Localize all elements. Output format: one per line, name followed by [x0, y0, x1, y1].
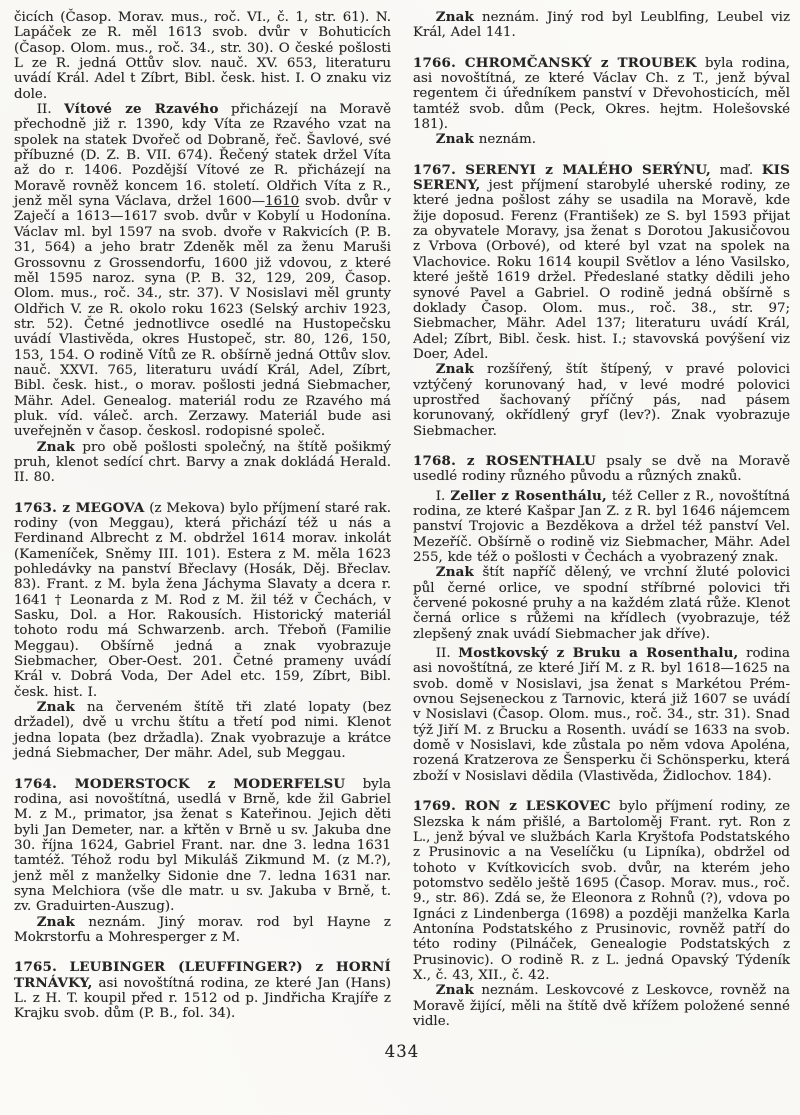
- zeller-z-rosenthalu-paragraph: I. Zeller z Rosenthálu, též Celler z R., novoštítná rodina, ze které Kašpar Jan Z. z R. byl 1646 nájemcem panství Trojovic a Bezděkova a držel též panství Vel. Mezeříč. Obšírně o rodině viz Siebmacher, Mähr. Adel 255, kde též o pošlosti v Čechách a vyobrazený znak.: [413, 487, 790, 565]
- left-column: [14, 10, 391, 1029]
- znak-serenyi-paragraph: Znak rozšířený, štít štípený, v pravé polovici vztýčený korunovaný had, v levé modré polovici uprostřed šachovaný příčný pás, nad pásem korunovaný, okřídlený gryf (lev?). Znak vyobrazuje Siebmacher.: [413, 361, 790, 439]
- entry-1768-rosenthalu: 1768. z ROSENTHALU psaly se dvě na Moravě usedlé rodiny různého původu a různých znaků.: [413, 452, 790, 485]
- znak-chromcansky-paragraph: Znak neznám.: [435, 131, 536, 148]
- entry-1764-moderstock: 1764. MODERSTOCK z MODERFELSU byla rodina, asi novoštítná, usedlá v Brně, kde žil Gabriel M. z M., primator, jsa ženat s Kateřinou. Jejich děti byli Jan Demeter, nar. a křtěn v Brně u sv. Jakuba dne 30. října 1624, Gabriel Frant. nar. dne 3. ledna 1631 tamtéž. Téhož rodu byl Mikuláš Zikmund M. (z M.?), jenž měl z manželky Sidonie dne 7. ledna 1631 nar. syna Melchiora (vše dle matr. u sv. Jakuba v Brně, t. zv. Graduirten-Auszug).: [14, 775, 391, 915]
- znak-ron-paragraph: Znak neznám. Leskovcové z Leskovce, rovněž na Moravě žijící, měli na štítě dvě křížem položené senné vidle.: [413, 982, 790, 1029]
- znak-megova-paragraph: Znak na červeném štítě tři zlaté lopaty (bez držadel), dvě u vrchu štítu a třetí pod nimi. Klenot jedna lopata (bez držadla). Znak vyobrazuje a krátce jedná Siebmacher, Der mähr. Adel, sub Meggau.: [14, 699, 391, 762]
- right-column: [413, 10, 790, 1029]
- entry-1766-chromcansky: 1766. CHROMČANSKÝ z TROUBEK byla rodina, asi novoštítná, ze které Václav Ch. z T., jenž býval regentem či úředníkem panství v Dřevohosticích, měl tamtéž svob. dům (Peck, Okres. hejtm. Holešovské 181).: [413, 54, 790, 133]
- vitove-ze-rzaveho-paragraph: II. Vítové ze Rzavého přicházejí na Moravě přechodně již r. 1390, kdy Víta ze Rzavého vzat na spolek na statek Dvořeč od Dobraně, řeč. Šavlové, své příbuzné (D. Z. B. VII. 674). Řečený statek držel Víta až do r. 1406. Pozdější Vítové ze R. přicházejí na Moravě rovněž koncem 16. století. Oldřich Víta z R., jenž měl syna Václava, držel 1600—1610 svob. dvůr v Zaječí a 1613—1617 svob. dvůr v Kobylí u Hodonína. Václav ml. byl 1597 na svob. dvoře v Rakvicích (P. B. 31, 564) a jeho bratr Zdeněk měl za ženu Maruši Grossovnu z Grossendorfu, 1600 již vdovou, z které měl 1595 naroz. syna (P. B. 32, 129, 209, Časop. Olom. mus., roč. 34., str. 37). V Nosislavi měl grunty Oldřich V. ze R. okolo roku 1623 (Selský archiv 1923, str. 52). Četné jednotlivce osedlé na Hustopečsku uvádí Vlastivěda, okres Hustopeč, str. 80, 126, 150, 153, 154. O rodině Vítů ze R. obšírně jedná Ottův slov. nauč. XXVI. 765, literaturu uvádí Král, Adel, Zíbrt, Bibl. česk. hist., o morav. pošlosti jedná Siebmacher, Mähr. Adel. Genealog. materiál rodu ze Rzavého má pluk. víd. váleč. arch. Zerzawy. Materiál bude asi uveřejněn v časop. českosl. rodopisné společ.: [14, 101, 392, 440]
- continuation-paragraph: čicích (Časop. Morav. mus., roč. VI., č. 1, str. 61). N. Lapáček ze R. měl 1613 svob. dvůr v Bohuticích (Časop. Olom. mus., roč. 34., str. 30). O české pošlosti L ze R. jedná Ottův slov. nauč. XV. 653, literaturu uvádí Král. Adel t Zíbrt, Bibl. česk. hist. I. O znaku viz dole.: [14, 10, 391, 102]
- znak-vitove-paragraph: Znak pro obě pošlosti společný, na štítě pošikmý pruh, klenot sedící chrt. Barvy a znak dokládá Herald. II. 80.: [14, 438, 391, 486]
- entry-1765-leubinger: 1765. LEUBINGER (LEUFFINGER?) z HORNÍ TRNÁVKY, asi novoštítná rodina, ze které Jan (Hans) L. z H. T. koupil před r. 1512 od p. Jindřicha Krajíře z Krajku svob. dům (P. B., fol. 34).: [14, 959, 391, 1022]
- two-column-text-block: [14, 10, 790, 1029]
- entry-1769-ron: 1769. RON z LESKOVEC bylo příjmení rodiny, ze Slezska k nám přišlé, a Bartoloměj Frant. ryt. Ron z L., jenž býval ve službách Karla Kryštofa Podstatského z Prusinovic a na Veselíčku (u Lipníka), obdržel od tohoto v Kvítkovicích svob. dvůr, na kterém jeho potomstvo sedělo ještě 1695 (Časop. Morav. mus., roč. 9., str. 86). Zdá se, že Eleonora z Rohnů (?), vdova po Ignáci z Lindenberga (1698) a později manželka Karla Antonína Podstatského z Prusinovic, rovněž patří do této rodiny (Pilnáček, Genealogie Podstatských z Prusinovic). O rodině R. z L. jedná Opavský Týdeník X., č. 43, XII., č. 42.: [413, 798, 790, 983]
- znak-continuation-paragraph: Znak neznám. Jiný rod byl Leublfing, Leubel viz Král, Adel 141.: [413, 9, 790, 41]
- page-number: 434: [384, 1042, 420, 1062]
- znak-zeller-paragraph: Znak štít napříč dělený, ve vrchní žluté polovici půl černé orlice, ve spodní stříbrné polovici tři červené pokosné pruhy a na každém zlatá růže. Klenot černá orlice s růžemi na křídlech (vyobrazuje, též zlepšený znak uvádí Siebmacher jak dříve).: [413, 564, 790, 642]
- entry-1763-megova: 1763. z MEGOVA (z Mekova) bylo příjmení staré rak. rodiny (von Meggau), která přichází též u nás a Ferdinand Albrecht z M. obdržel 1614 morav. inkolát (Kameníček, Sněmy III. 101). Estera z M. měla 1623 pohledávky na panství Břeclavy (Hosák, Děj. Břeclav. 83). Frant. z M. byla žena Jáchyma Slavaty a dcera r. 1641 † Leonarda z M. Rod z M. žil též v Čechách, v Sasku, Dol. a Hor. Rakousích. Historický materiál tohoto rodu má Schwarzenb. arch. Třeboň (Familie Meggau). Obšírně jedná a znak vyobrazuje Siebmacher, Ober-Oest. 201. Četné prameny uvádí Král v. Dobrá Voda, Der Adel etc. 159, Zíbrt, Bibl. česk. hist. I.: [14, 499, 391, 700]
- znak-moderstock-paragraph: Znak neznám. Jiný morav. rod byl Hayne z Mokrstorfu a Mohresperger z M.: [14, 913, 391, 945]
- entry-1767-serenyi: 1767. SERENYI z MALÉHO SERÝNU, maď. KIS SERENY, jest příjmení starobylé uherské rodiny, ze které jedna pošlost záhy se usadila na Moravě, kde žije doposud. Ferenz (František) ze S. byl 1593 přijat za obyvatele Moravy, jsa ženat s Dorotou Jakusičovou z Vrbova (Orbové), od které byl vzat na spolek na Vlachovice. Roku 1614 koupil Světlov a léno Vasilsko, které ještě 1619 držel. Předeslané statky dědili jeho synové Pavel a Gabriel. O rodině jedná obšírně s doklady Časop. Olom. mus., roč. 38., str. 97; Siebmacher, Mähr. Adel 137; literaturu uvádí Král, Adel; Zíbrt, Bibl. česk. hist. I.; stavovská povýšení viz Doer, Adel.: [413, 161, 790, 362]
- mostkovsky-z-bruku-paragraph: II. Mostkovský z Bruku a Rosenthalu, rodina asi novoštítná, ze které Jiří M. z R. byl 1618—1625 na svob. domě v Nosislavi, jsa ženat s Markétou Prém-ovnou Sejseneckou z Tarnovic, která již 1607 se uvádí v Nosislavi (Časop. Olom. mus., roč. 34., str. 31). Snad týž Jiří M. z Brucku a Rosenth. uvádí se 1633 na svob. domě v Nosislavi, kde zůstala po něm vdova Apoléna, rozená Kratzerova ze Šensperku či Schönsperku, která zboží v Nosislavi dědila (Vlastivěda, Židlochov. 184).: [413, 645, 791, 784]
